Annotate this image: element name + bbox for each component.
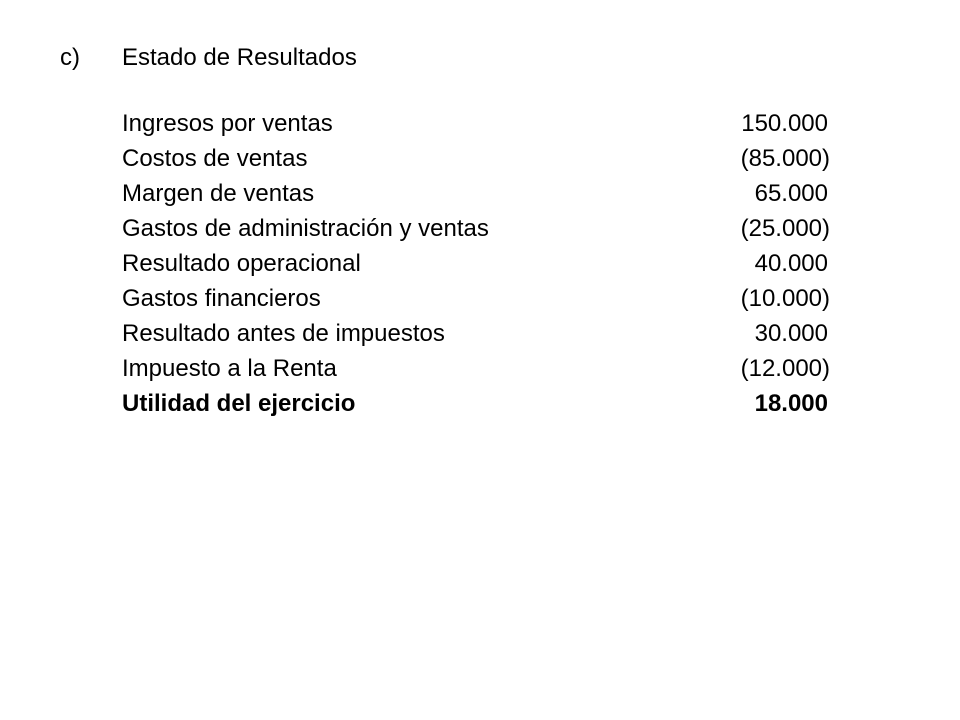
row-amount: (85.000) [740,145,830,172]
row-amount: (10.000) [740,285,830,312]
statement-row-ingresos [122,106,842,141]
row-label: Gastos de administración y ventas [122,215,489,242]
income-statement [122,106,842,421]
row-label: Gastos financieros [122,285,321,312]
list-marker: c) [60,44,80,71]
statement-row-gastos-admin [122,211,842,246]
section-title: Estado de Resultados [122,44,357,71]
row-amount: 65.000 [754,180,828,207]
row-amount: 40.000 [754,250,828,277]
row-label: Margen de ventas [122,180,315,207]
statement-row-impuesto-renta [122,351,842,386]
statement-row-costos [122,141,842,176]
statement-row-gastos-financieros [122,281,842,316]
statement-row-utilidad [122,386,842,421]
row-amount: (25.000) [740,215,830,242]
row-amount: 150.000 [741,110,828,137]
statement-row-margen [122,176,842,211]
row-label: Resultado operacional [122,250,361,277]
row-label: Impuesto a la Renta [122,355,337,382]
row-label: Costos de ventas [122,145,308,172]
statement-row-resultado-operacional [122,246,842,281]
row-label: Utilidad del ejercicio [122,390,356,417]
statement-row-antes-impuestos [122,316,842,351]
row-amount: 30.000 [754,320,828,347]
row-label: Ingresos por ventas [122,110,333,137]
row-amount: (12.000) [740,355,830,382]
row-amount: 18.000 [754,390,828,417]
row-label: Resultado antes de impuestos [122,320,445,347]
